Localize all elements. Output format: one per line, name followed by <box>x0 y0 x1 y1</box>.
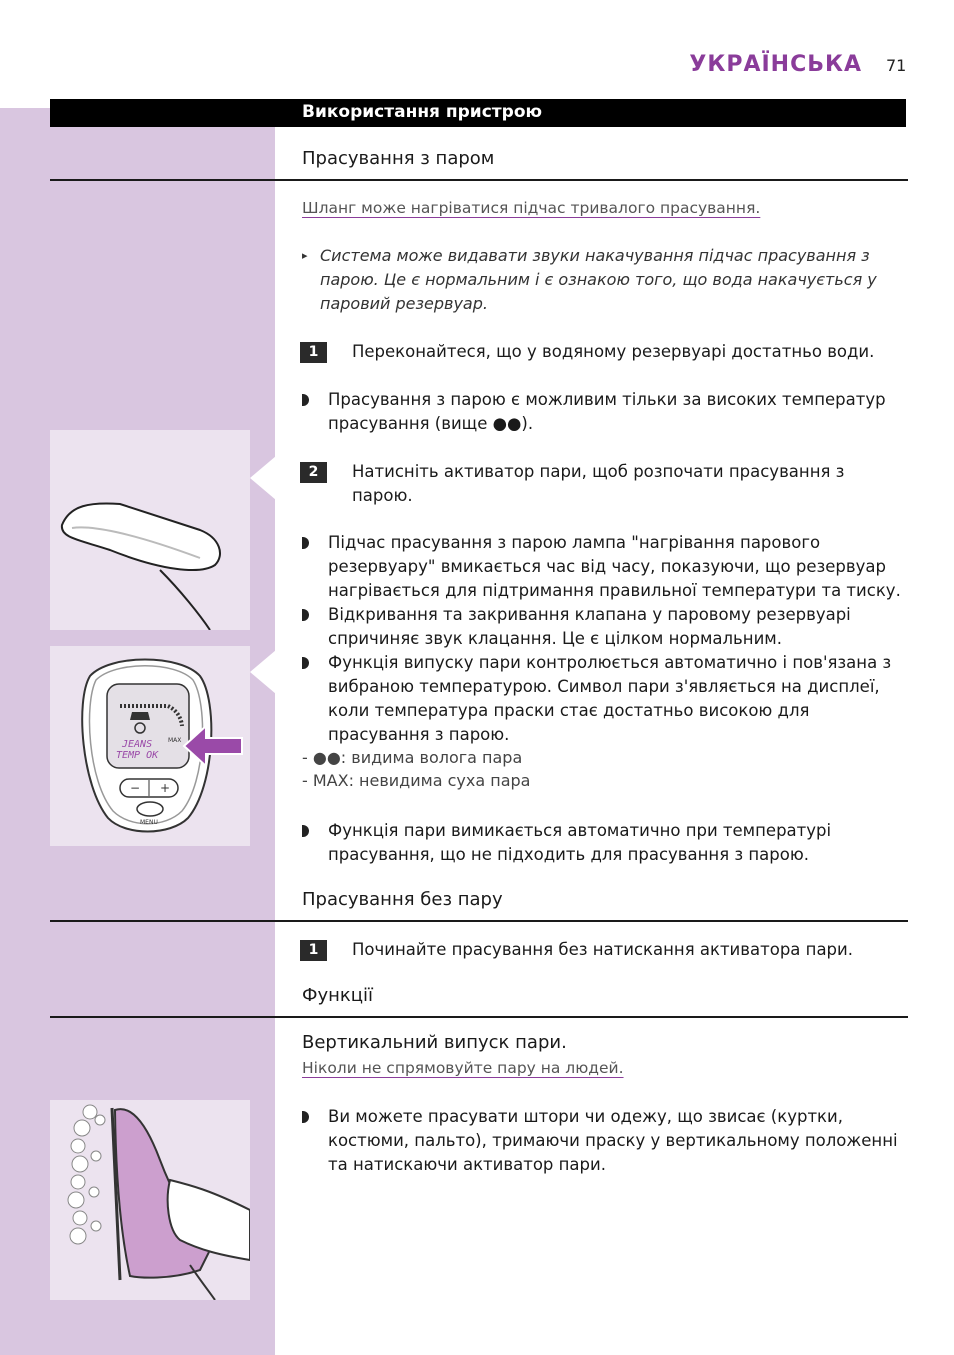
heading-steam-ironing: Прасування з паром <box>302 148 495 169</box>
control-panel-drawing <box>50 646 250 846</box>
bullet-vertical-steam <box>302 1105 908 1177</box>
step-text: Переконайтеся, що у водяному резервуарі достатньо води. <box>352 342 875 361</box>
bullet-lamp <box>302 531 908 603</box>
tip-pump-sound <box>302 244 902 316</box>
menu-button[interactable] <box>137 802 163 816</box>
menu-label: MENU <box>140 819 158 826</box>
bullet-steam-off <box>302 819 908 867</box>
bullet-valve-click <box>302 603 908 651</box>
heading-vertical-steam: Вертикальний випуск пари. <box>302 1032 567 1053</box>
step-text: Натисніть активатор пари, щоб розпочати прасування з парою. <box>352 462 845 505</box>
bullet-high-temp <box>302 388 908 436</box>
dash-visible-steam: - ●●: видима волога пара <box>302 748 523 767</box>
plus-button[interactable]: + <box>160 781 171 795</box>
illustration-handle <box>50 430 250 630</box>
bullet-text: Функція випуску пари контролюється автоматично і пов'язана з вибраною температурою. Символ пари з'являється на дисплеї, коли температура праски стає достатньо високою для прасування з парою. <box>328 653 892 744</box>
section-bar <box>50 99 906 127</box>
divider <box>50 920 908 922</box>
step-2 <box>300 460 906 508</box>
tip-text: Система може видавати звуки накачування підчас прасування з парою. Це є нормальним і є ознакою того, що вода накачується у паровий резервуар. <box>320 246 877 313</box>
dash-dry-steam: - MAX: невидима суха пара <box>302 771 531 790</box>
page-number: 71 <box>886 56 907 75</box>
language-header: УКРАЇНСЬКА <box>689 52 862 77</box>
tip-arrow-icon: ▸ <box>302 249 308 262</box>
divider <box>50 1016 908 1018</box>
step-number: 1 <box>300 940 327 961</box>
minus-button[interactable]: − <box>130 781 141 795</box>
iron-handle-drawing <box>50 430 250 630</box>
section-title: Використання пристрою <box>302 102 543 122</box>
screen-line-2: TEMP OK <box>116 750 159 761</box>
bullet-text: Функція пари вимикається автоматично при температурі прасування, що не підходить для прасування з парою. <box>328 821 832 864</box>
bullet-text: Ви можете прасувати штори чи одежу, що звисає (куртки, костюми, пальто), тримаючи праску у вертикальному положенні та натискаючи активатор пари. <box>328 1107 898 1174</box>
screen-line-1: JEANS <box>122 739 153 750</box>
vertical-iron-drawing <box>50 1100 250 1300</box>
step-number: 2 <box>300 462 327 483</box>
illustration-vertical-steam <box>50 1100 250 1300</box>
illustration-notch <box>250 650 276 694</box>
step-1 <box>300 340 906 364</box>
heading-dry-ironing: Прасування без пару <box>302 889 503 910</box>
warning-no-people: Ніколи не спрямовуйте пару на людей. <box>302 1059 624 1077</box>
heading-functions: Функції <box>302 985 374 1006</box>
bullet-text: Прасування з парою є можливим тільки за високих температур прасування (вище ●●). <box>328 390 886 433</box>
dry-step-1 <box>300 938 906 962</box>
bullet-steam-control <box>302 651 908 747</box>
bullet-text: Підчас прасування з парою лампа "нагрівання парового резервуару" вмикається час від часу, показуючи, що резервуар нагрівається для підтримання правильної температури та тиску. <box>328 533 901 600</box>
step-text: Починайте прасування без натискання активатора пари. <box>352 940 853 959</box>
illustration-notch <box>250 456 276 500</box>
warning-hose-hot: Шланг може нагріватися підчас тривалого прасування. <box>302 199 761 217</box>
max-label: MAX <box>168 737 182 744</box>
bullet-text: Відкривання та закривання клапана у паровому резервуарі спричиняє звук клацання. Це є цілком нормальним. <box>328 605 851 648</box>
illustration-control-panel <box>50 646 250 846</box>
divider <box>50 179 908 181</box>
step-number: 1 <box>300 342 327 363</box>
